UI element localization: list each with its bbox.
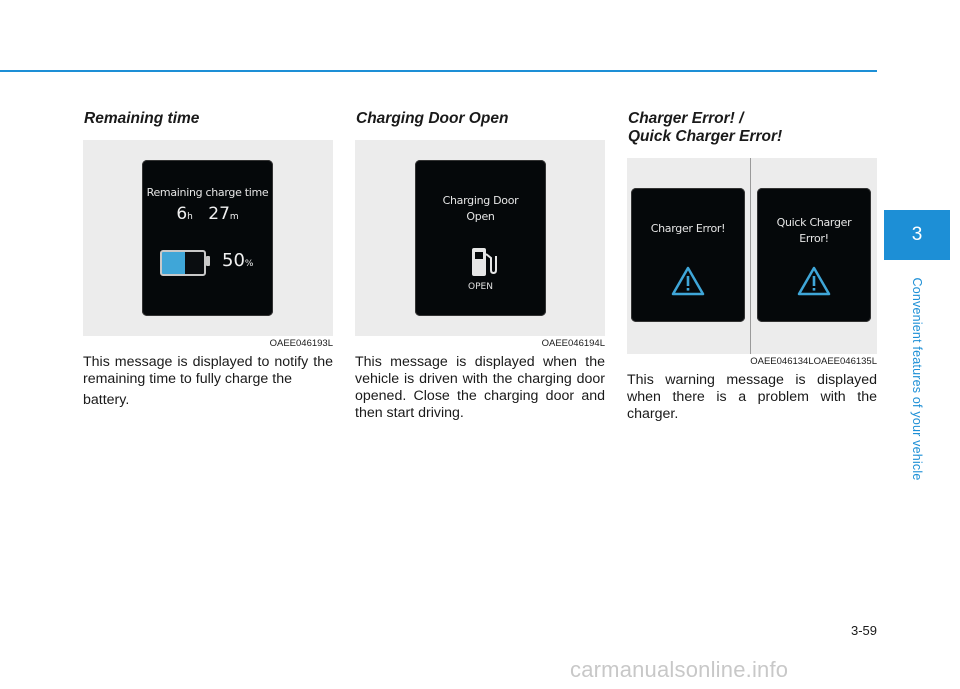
cluster-display-quick-charger-error [757, 188, 871, 322]
chapter-tab [884, 210, 950, 260]
hours-value: 6 [176, 204, 188, 224]
screen-title-line1: Charger Error! [650, 222, 726, 235]
battery-tip [206, 256, 210, 266]
warning-triangle-icon [671, 266, 705, 296]
screen-title-line2: Open [466, 210, 495, 223]
minutes-unit: m [229, 212, 239, 222]
figure-charging-door [355, 140, 605, 336]
figure-code: OAEE046134LOAEE046135L [750, 356, 877, 367]
screen-title-line1: Charging Door [442, 194, 519, 207]
heading-line1: Charger Error! / [628, 110, 744, 127]
hours-unit: h [187, 212, 193, 222]
section-remaining-time [83, 110, 333, 409]
remaining-time-value [142, 204, 273, 224]
chapter-number: 3 [911, 224, 923, 245]
screen-title-line2: Error! [799, 232, 829, 245]
battery-icon [160, 250, 206, 276]
page-number: 3-59 [850, 623, 877, 638]
figure-code: OAEE046194L [541, 338, 605, 349]
section-body [83, 354, 333, 409]
cluster-display [142, 160, 273, 316]
section-heading [628, 110, 877, 146]
cluster-display-charger-error [631, 188, 745, 322]
figure-code: OAEE046193L [269, 338, 333, 349]
minutes-value: 27 [208, 204, 230, 224]
section-heading: Remaining time [84, 110, 200, 127]
percent-unit: % [244, 259, 254, 269]
screen-title: Remaining charge time [146, 186, 269, 199]
fuel-pump-icon [469, 244, 497, 278]
section-charger-error [627, 110, 877, 423]
cluster-display [415, 160, 546, 316]
watermark: carmanualsonline.info [570, 657, 789, 682]
chapter-title-vertical [889, 266, 945, 491]
header-rule [0, 70, 877, 72]
body-text: This message is displayed to notify the remaining time to fully charge the [83, 354, 333, 387]
screen-title-line1: Quick Charger [776, 216, 852, 229]
section-body: This message is displayed when the vehicle is driven with the charging door opened. Close the charging door and then start driving. [355, 354, 605, 421]
section-body: This warning message is displayed when there is a problem with the charger. [627, 372, 877, 422]
body-text-last: battery. [83, 392, 130, 408]
door-status: OPEN [468, 282, 493, 292]
figure-charger-error [627, 158, 877, 354]
figure-remaining-time [83, 140, 333, 336]
battery-percent-value: 50 [222, 250, 245, 271]
heading-line2: Quick Charger Error! [628, 128, 783, 145]
chapter-title: Convenient features of your vehicle [910, 277, 924, 480]
figure-divider [750, 158, 751, 354]
warning-triangle-icon [797, 266, 831, 296]
section-charging-door-open [355, 110, 605, 422]
section-heading: Charging Door Open [356, 110, 509, 127]
battery-percent [222, 250, 253, 271]
